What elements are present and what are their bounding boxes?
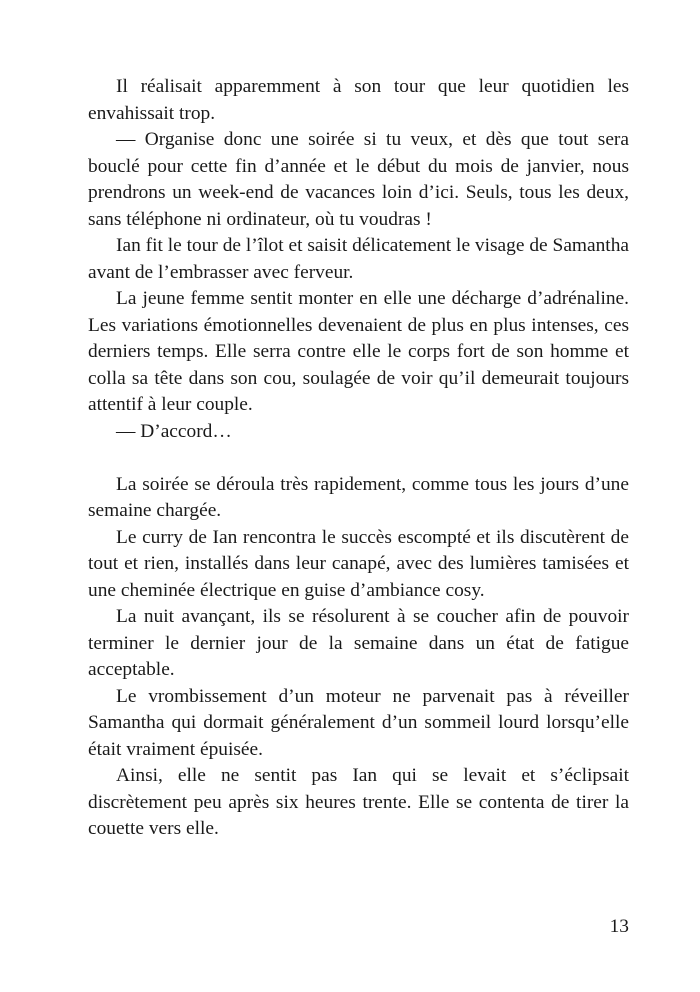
paragraph: — D’accord… [116, 420, 232, 442]
paragraph: Il réalisait apparemment à son tour que leur quotidien les envahissait trop. [88, 76, 629, 124]
section-break [88, 445, 629, 472]
paragraph: La soirée se déroula très rapidement, comme tous les jours d’une semaine chargée. [88, 473, 629, 521]
paragraph: Ainsi, elle ne sentit pas Ian qui se levait et s’éclipsait discrètement peu après six heures trente. Elle se contenta de tirer la couette vers elle. [88, 765, 629, 839]
paragraph: La nuit avançant, ils se résolurent à se coucher afin de pouvoir terminer le dernier jour de la semaine dans un état de fatigue acceptable. [88, 606, 629, 680]
paragraph: — Organise donc une soirée si tu veux, et dès que tout sera bouclé pour cette fin d’année et le début du mois de janvier, nous prendrons un week-end de vacances loin d’ici. Seuls, tous les deux, sans téléphone ni ordinateur, où tu voudras ! [88, 129, 629, 230]
paragraph: Ian fit le tour de l’îlot et saisit délicatement le visage de Samantha avant de l’embrasser avec ferveur. [88, 235, 629, 283]
paragraph: Le curry de Ian rencontra le succès escompté et ils discutèrent de tout et rien, installés dans leur canapé, avec des lumières tamisées et une cheminée électrique en guise d’ambiance cosy. [88, 526, 629, 601]
page-body [88, 74, 629, 843]
paragraph: La jeune femme sentit monter en elle une décharge d’adrénaline. Les variations émotionnelles devenaient de plus en plus intenses, ces derniers temps. Elle serra contre elle le corps fort de son homme et colla sa tête dans son cou, soulagée de voir qu’il demeurait toujours attentif à leur couple. [88, 288, 629, 415]
paragraph: Le vrombissement d’un moteur ne parvenait pas à réveiller Samantha qui dormait généralement d’un sommeil lourd lorsqu’elle était vraiment épuisée. [88, 685, 629, 760]
page-number: 13 [609, 916, 629, 937]
